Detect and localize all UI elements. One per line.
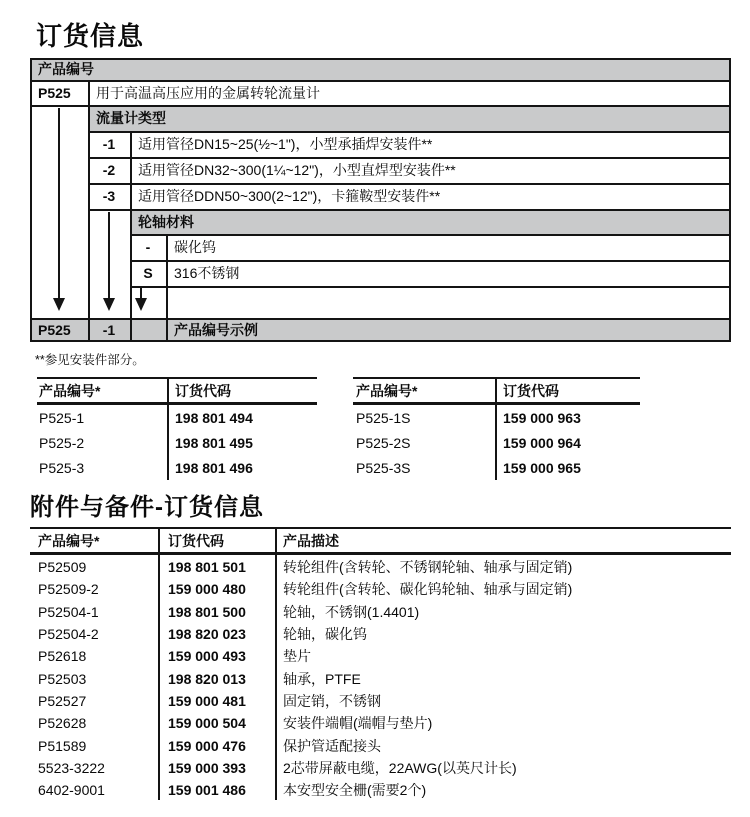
- material-code: S: [143, 265, 153, 281]
- down-arrow-icon: [103, 298, 115, 311]
- order-code: 159 000 965: [503, 459, 581, 476]
- order-code: 198 820 023: [168, 626, 246, 642]
- order-code: 198 801 496: [175, 459, 253, 476]
- example-base: P525: [38, 322, 71, 338]
- column-header: 订货代码: [175, 382, 231, 399]
- order-code: 159 000 481: [168, 693, 246, 709]
- down-arrow-icon: [108, 212, 110, 298]
- header-band: [130, 209, 731, 234]
- order-code: 198 820 013: [168, 671, 246, 687]
- table-border: [30, 58, 32, 342]
- product-desc: 固定销，不锈钢: [283, 693, 381, 709]
- type-desc: 适用管径DN32~300(1¼~12")，小型直焊型安装件**: [138, 162, 456, 178]
- product-number: P525-3: [39, 459, 85, 476]
- order-code: 198 801 495: [175, 434, 253, 451]
- order-table-standard: [37, 377, 317, 480]
- type-desc: 适用管径DDN50~300(2~12")，卡箍鞍型安装件**: [138, 188, 441, 204]
- footnote: **参见安装件部分。: [35, 353, 145, 367]
- type-desc: 适用管径DN15~25(½~1")，小型承插焊安装件**: [138, 136, 433, 152]
- row-divider: [130, 234, 731, 236]
- type-code: -3: [102, 188, 116, 204]
- product-code-breakdown-table: [30, 58, 731, 342]
- product-number: P525-1: [39, 409, 85, 426]
- column-header: 产品编号*: [38, 532, 100, 549]
- table-border: [30, 58, 731, 60]
- column-divider: [495, 377, 497, 480]
- header-underline: [30, 552, 731, 555]
- order-code: 159 000 963: [503, 409, 581, 426]
- column-header: 订货代码: [168, 532, 224, 549]
- table-border: [729, 58, 731, 342]
- material-code: -: [145, 239, 151, 255]
- down-arrow-icon: [53, 298, 65, 311]
- column-divider: [166, 234, 168, 342]
- table-border: [30, 527, 731, 529]
- table-border: [30, 340, 731, 342]
- order-code: 159 000 476: [168, 738, 246, 754]
- order-code: 159 001 486: [168, 782, 246, 798]
- product-number: P52618: [38, 648, 87, 664]
- section-title-accessories: 附件与备件-订货信息: [30, 494, 264, 521]
- product-desc: 轮轴，碳化钨: [283, 626, 367, 642]
- row-divider: [30, 318, 731, 320]
- product-desc: 转轮组件(含转轮、碳化钨轮轴、轴承与固定销): [283, 581, 573, 597]
- down-arrow-icon: [140, 288, 142, 298]
- order-code: 159 000 393: [168, 760, 246, 776]
- page-title: 订货信息: [36, 21, 145, 51]
- order-table-stainless: [353, 377, 640, 480]
- down-arrow-icon: [58, 108, 60, 298]
- product-number: P525-2S: [356, 434, 411, 451]
- product-number: P52509: [38, 559, 87, 575]
- product-desc: 转轮组件(含转轮、不锈钢轮轴、轴承与固定销): [283, 559, 573, 575]
- breakdown-header: 产品编号: [38, 61, 94, 77]
- type-code: -1: [102, 136, 116, 152]
- column-divider: [167, 377, 169, 480]
- column-header: 产品编号*: [39, 382, 101, 399]
- base-code: P525: [38, 84, 71, 101]
- order-code: 198 801 494: [175, 409, 253, 426]
- example-row-band: [30, 318, 731, 342]
- example-label: 产品编号示例: [174, 322, 258, 338]
- product-number: P52527: [38, 693, 87, 709]
- order-code: 198 801 500: [168, 604, 246, 620]
- header-band: [88, 105, 731, 131]
- accessories-table: [30, 527, 731, 802]
- down-arrow-icon: [135, 298, 147, 311]
- column-divider: [88, 80, 90, 342]
- order-code: 159 000 493: [168, 648, 246, 664]
- order-code: 159 000 480: [168, 581, 246, 597]
- product-desc: 保护管适配接头: [283, 738, 381, 754]
- product-desc: 垫片: [283, 648, 311, 664]
- product-number: P52504-1: [38, 604, 99, 620]
- product-number: P52503: [38, 671, 87, 687]
- product-desc: 2芯带屏蔽电缆，22AWG(以英尺计长): [283, 760, 517, 776]
- column-divider: [158, 527, 160, 800]
- product-number: P52628: [38, 715, 87, 731]
- product-number: P51589: [38, 738, 87, 754]
- type-header: 流量计类型: [96, 110, 166, 126]
- product-number: P525-3S: [356, 459, 411, 476]
- material-desc: 316不锈钢: [174, 265, 240, 281]
- example-type: -1: [102, 322, 116, 338]
- product-number: P525-2: [39, 434, 85, 451]
- product-number: 6402-9001: [38, 782, 105, 798]
- order-code: 159 000 964: [503, 434, 581, 451]
- base-desc: 用于高温高压应用的金属转轮流量计: [96, 84, 320, 101]
- product-desc: 本安型安全栅(需要2个): [283, 782, 427, 798]
- material-desc: 碳化钨: [174, 239, 216, 255]
- order-code: 159 000 504: [168, 715, 246, 731]
- product-number: 5523-3222: [38, 760, 105, 776]
- product-number: P52509-2: [38, 581, 99, 597]
- product-number: P52504-2: [38, 626, 99, 642]
- column-header: 产品编号*: [356, 382, 418, 399]
- product-number: P525-1S: [356, 409, 411, 426]
- material-header: 轮轴材料: [138, 213, 194, 230]
- order-code: 198 801 501: [168, 559, 246, 575]
- product-desc: 轮轴，不锈钢(1.4401): [283, 604, 420, 620]
- product-desc: 安装件端帽(端帽与垫片): [283, 715, 433, 731]
- column-header: 订货代码: [503, 382, 559, 399]
- header-band: [30, 58, 731, 80]
- type-code: -2: [102, 162, 116, 178]
- column-divider: [275, 527, 277, 800]
- column-header: 产品描述: [283, 532, 339, 549]
- row-divider: [130, 286, 731, 288]
- product-desc: 轴承，PTFE: [283, 671, 361, 687]
